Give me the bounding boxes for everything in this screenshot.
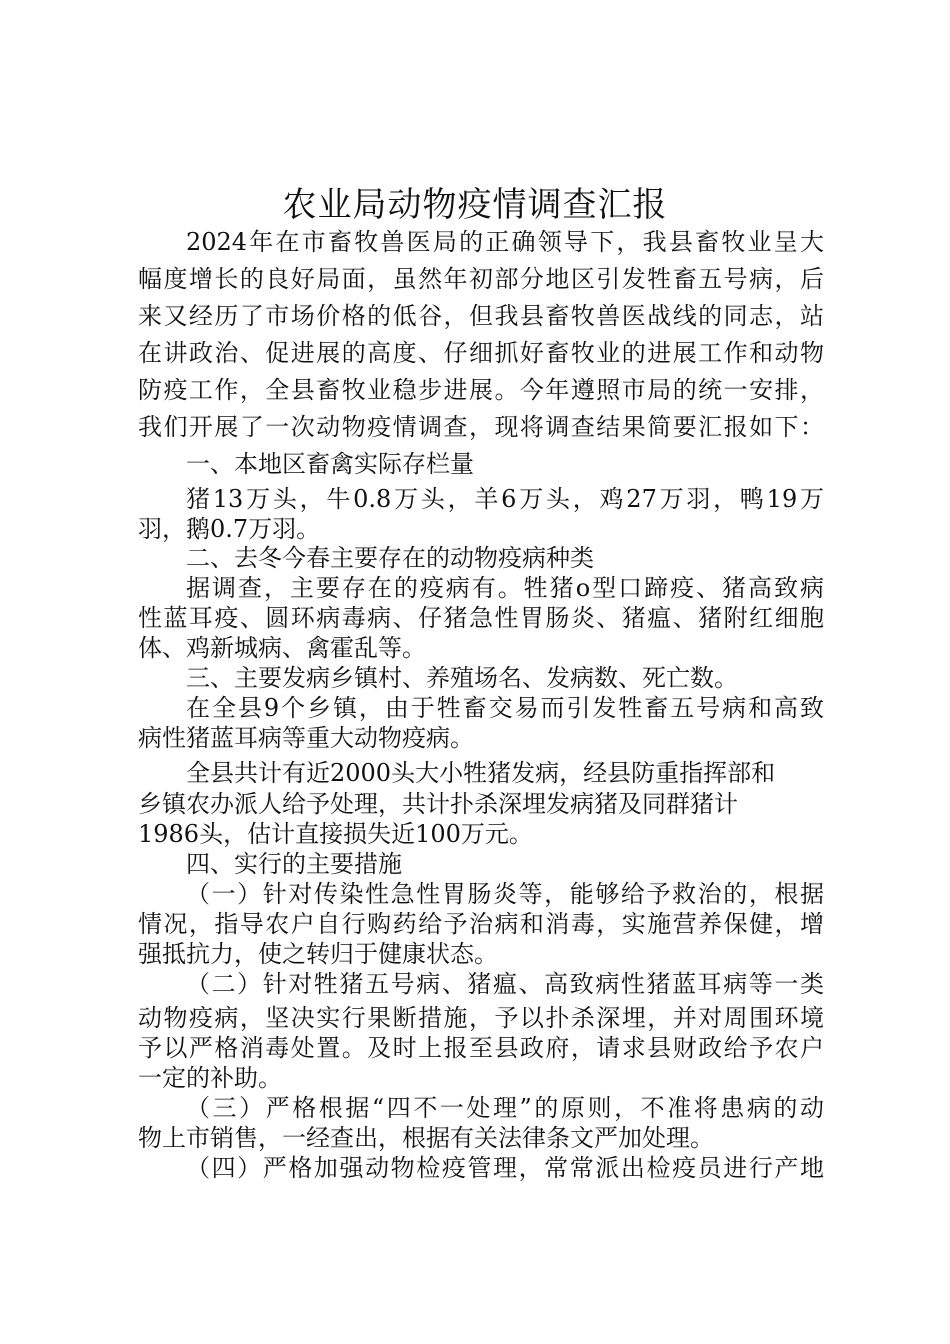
paragraph-line: 在讲政治、促进展的高度、仔细抓好畜牧业的进展工作和动物 [138,339,824,367]
paragraph-line: 病性猪蓝耳病等重大动物疫病。 [138,724,474,752]
paragraph-line: （二）针对牲猪五号病、猪瘟、高致病性猪蓝耳病等一类 [186,970,824,998]
paragraph-line: 防疫工作，全县畜牧业稳步进展。今年遵照市局的统一安排， [138,376,824,404]
paragraph-line: 物上市销售，一经查出，根据有关法律条文严加处理。 [138,1124,714,1152]
paragraph-line: 在全县9个乡镇，由于牲畜交易而引发牲畜五号病和高致 [186,694,824,722]
paragraph-line: 性蓝耳疫、圆环病毒病、仔猪急性胃肠炎、猪瘟、猪附红细胞 [138,604,824,632]
paragraph-line: 动物疫病，坚决实行果断措施，予以扑杀深埋，并对周围环境 [138,1004,824,1032]
paragraph-line: （四）严格加强动物检疫管理，常常派出检疫员进行产地 [186,1154,824,1182]
paragraph-line: 全县共计有近2000头大小牲猪发病，经县防重指挥部和 [186,759,776,787]
paragraph-line: 强抵抗力，使之转归于健康状态。 [138,940,498,968]
section-heading: 四、实行的主要措施 [186,850,402,878]
paragraph-line: （一）针对传染性急性胃肠炎等，能够给予救治的，根据 [186,880,824,908]
section-heading: 一、本地区畜禽实际存栏量 [186,450,474,478]
section-heading: 三、主要发病乡镇村、养殖场名、发病数、死亡数。 [186,664,738,692]
paragraph-line: 体、鸡新城病、禽霍乱等。 [138,634,426,662]
paragraph-line: 据调查，主要存在的疫病有。牲猪o型口蹄疫、猪高致病 [186,574,824,602]
paragraph-line: 来又经历了市场价格的低谷，但我县畜牧兽医战线的同志，站 [138,302,824,330]
paragraph-line: 1986头，估计直接损失近100万元。 [138,820,533,848]
paragraph-line: 猪13万头，牛0.8万头，羊6万头，鸡27万羽，鸭19万 [186,485,824,513]
paragraph-line: 予以严格消毒处置。及时上报至县政府，请求县财政给予农户 [138,1034,824,1062]
paragraph-line: 我们开展了一次动物疫情调查，现将调查结果简要汇报如下： [138,413,824,441]
paragraph-line: （三）严格根据“四不一处理”的原则，不准将患病的动 [186,1094,824,1122]
section-heading: 二、去冬今春主要存在的动物疫病种类 [186,544,594,572]
paragraph-line: 羽，鹅0.7万羽。 [138,515,321,543]
paragraph-line: 情况，指导农户自行购药给予治病和消毒，实施营养保健，增 [138,910,824,938]
paragraph-line: 乡镇农办派人给予处理，共计扑杀深埋发病猪及同群猪计 [138,790,738,818]
paragraph-line: 一定的补助。 [138,1064,282,1092]
paragraph-line: 幅度增长的良好局面，虽然年初部分地区引发牲畜五号病，后 [138,265,824,293]
document-title: 农业局动物疫情调查汇报 [282,185,668,225]
paragraph-line: 2024年在市畜牧兽医局的正确领导下，我县畜牧业呈大 [186,228,824,256]
